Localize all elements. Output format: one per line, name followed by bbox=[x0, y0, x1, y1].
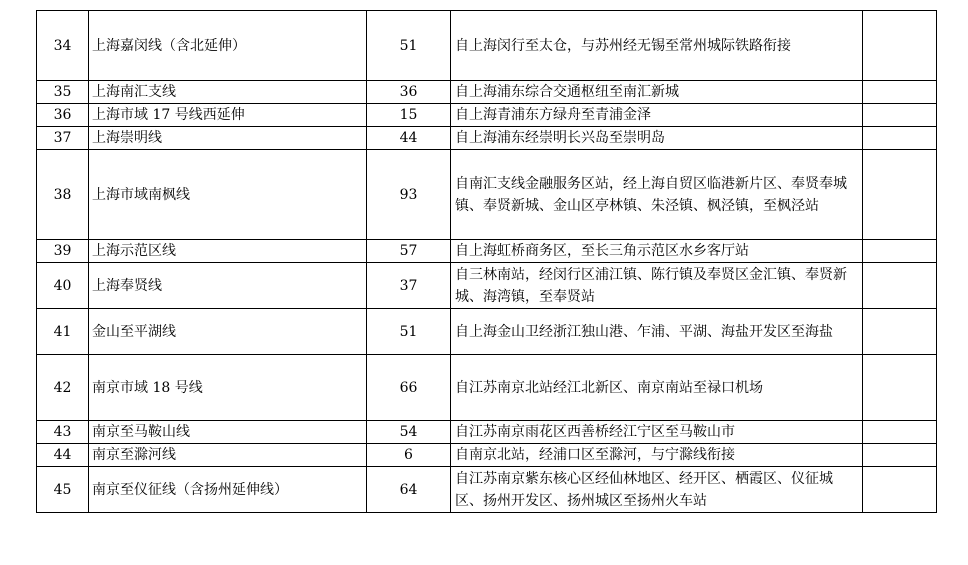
line-route-description: 自上海闵行至太仓，与苏州经无锡至常州城际铁路衔接 bbox=[451, 11, 863, 81]
table-row bbox=[37, 263, 937, 309]
row-note bbox=[863, 81, 937, 104]
line-route-description: 自上海虹桥商务区，至长三角示范区水乡客厅站 bbox=[451, 240, 863, 263]
line-length: 54 bbox=[367, 421, 451, 444]
table-row bbox=[37, 309, 937, 355]
line-name: 上海崇明线 bbox=[89, 127, 367, 150]
row-number: 36 bbox=[37, 104, 89, 127]
row-note bbox=[863, 104, 937, 127]
line-name: 上海市域南枫线 bbox=[89, 150, 367, 240]
line-route-description: 自南汇支线金融服务区站，经上海自贸区临港新片区、奉贤奉城镇、奉贤新城、金山区亭林镇、朱泾镇、枫泾镇，至枫泾站 bbox=[451, 150, 863, 240]
row-note bbox=[863, 240, 937, 263]
railway-table bbox=[36, 10, 937, 513]
row-note bbox=[863, 150, 937, 240]
line-name: 南京市域 18 号线 bbox=[89, 355, 367, 421]
table-row bbox=[37, 150, 937, 240]
row-number: 43 bbox=[37, 421, 89, 444]
row-number: 34 bbox=[37, 11, 89, 81]
line-name: 上海奉贤线 bbox=[89, 263, 367, 309]
line-route-description: 自江苏南京雨花区西善桥经江宁区至马鞍山市 bbox=[451, 421, 863, 444]
table-row bbox=[37, 104, 937, 127]
row-note bbox=[863, 11, 937, 81]
line-length: 57 bbox=[367, 240, 451, 263]
row-note bbox=[863, 127, 937, 150]
table-row bbox=[37, 355, 937, 421]
line-length: 64 bbox=[367, 467, 451, 513]
row-number: 39 bbox=[37, 240, 89, 263]
table-row bbox=[37, 467, 937, 513]
row-number: 37 bbox=[37, 127, 89, 150]
line-length: 37 bbox=[367, 263, 451, 309]
row-number: 41 bbox=[37, 309, 89, 355]
row-note bbox=[863, 444, 937, 467]
line-length: 93 bbox=[367, 150, 451, 240]
row-number: 38 bbox=[37, 150, 89, 240]
line-name: 南京至仪征线（含扬州延伸线） bbox=[89, 467, 367, 513]
railway-table-body bbox=[37, 11, 937, 513]
line-route-description: 自南京北站，经浦口区至滁河，与宁滁线衔接 bbox=[451, 444, 863, 467]
row-number: 44 bbox=[37, 444, 89, 467]
row-note bbox=[863, 309, 937, 355]
table-row bbox=[37, 240, 937, 263]
line-route-description: 自上海青浦东方绿舟至青浦金泽 bbox=[451, 104, 863, 127]
line-route-description: 自江苏南京北站经江北新区、南京南站至禄口机场 bbox=[451, 355, 863, 421]
row-note bbox=[863, 355, 937, 421]
line-name: 南京至滁河线 bbox=[89, 444, 367, 467]
line-name: 上海示范区线 bbox=[89, 240, 367, 263]
line-name: 南京至马鞍山线 bbox=[89, 421, 367, 444]
table-row bbox=[37, 81, 937, 104]
row-note bbox=[863, 263, 937, 309]
table-row bbox=[37, 421, 937, 444]
table-row bbox=[37, 444, 937, 467]
line-route-description: 自上海浦东综合交通枢纽至南汇新城 bbox=[451, 81, 863, 104]
row-note bbox=[863, 421, 937, 444]
line-route-description: 自上海浦东经崇明长兴岛至崇明岛 bbox=[451, 127, 863, 150]
row-note bbox=[863, 467, 937, 513]
line-length: 36 bbox=[367, 81, 451, 104]
line-length: 44 bbox=[367, 127, 451, 150]
line-route-description: 自上海金山卫经浙江独山港、乍浦、平湖、海盐开发区至海盐 bbox=[451, 309, 863, 355]
row-number: 42 bbox=[37, 355, 89, 421]
line-route-description: 自三林南站，经闵行区浦江镇、陈行镇及奉贤区金汇镇、奉贤新城、海湾镇，至奉贤站 bbox=[451, 263, 863, 309]
line-length: 6 bbox=[367, 444, 451, 467]
row-number: 40 bbox=[37, 263, 89, 309]
line-name: 金山至平湖线 bbox=[89, 309, 367, 355]
line-name: 上海嘉闵线（含北延伸） bbox=[89, 11, 367, 81]
line-name: 上海南汇支线 bbox=[89, 81, 367, 104]
row-number: 45 bbox=[37, 467, 89, 513]
table-row bbox=[37, 127, 937, 150]
line-length: 15 bbox=[367, 104, 451, 127]
line-route-description: 自江苏南京紫东核心区经仙林地区、经开区、栖霞区、仪征城区、扬州开发区、扬州城区至扬州火车站 bbox=[451, 467, 863, 513]
line-length: 51 bbox=[367, 309, 451, 355]
line-name: 上海市域 17 号线西延伸 bbox=[89, 104, 367, 127]
table-row bbox=[37, 11, 937, 81]
row-number: 35 bbox=[37, 81, 89, 104]
line-length: 51 bbox=[367, 11, 451, 81]
line-length: 66 bbox=[367, 355, 451, 421]
